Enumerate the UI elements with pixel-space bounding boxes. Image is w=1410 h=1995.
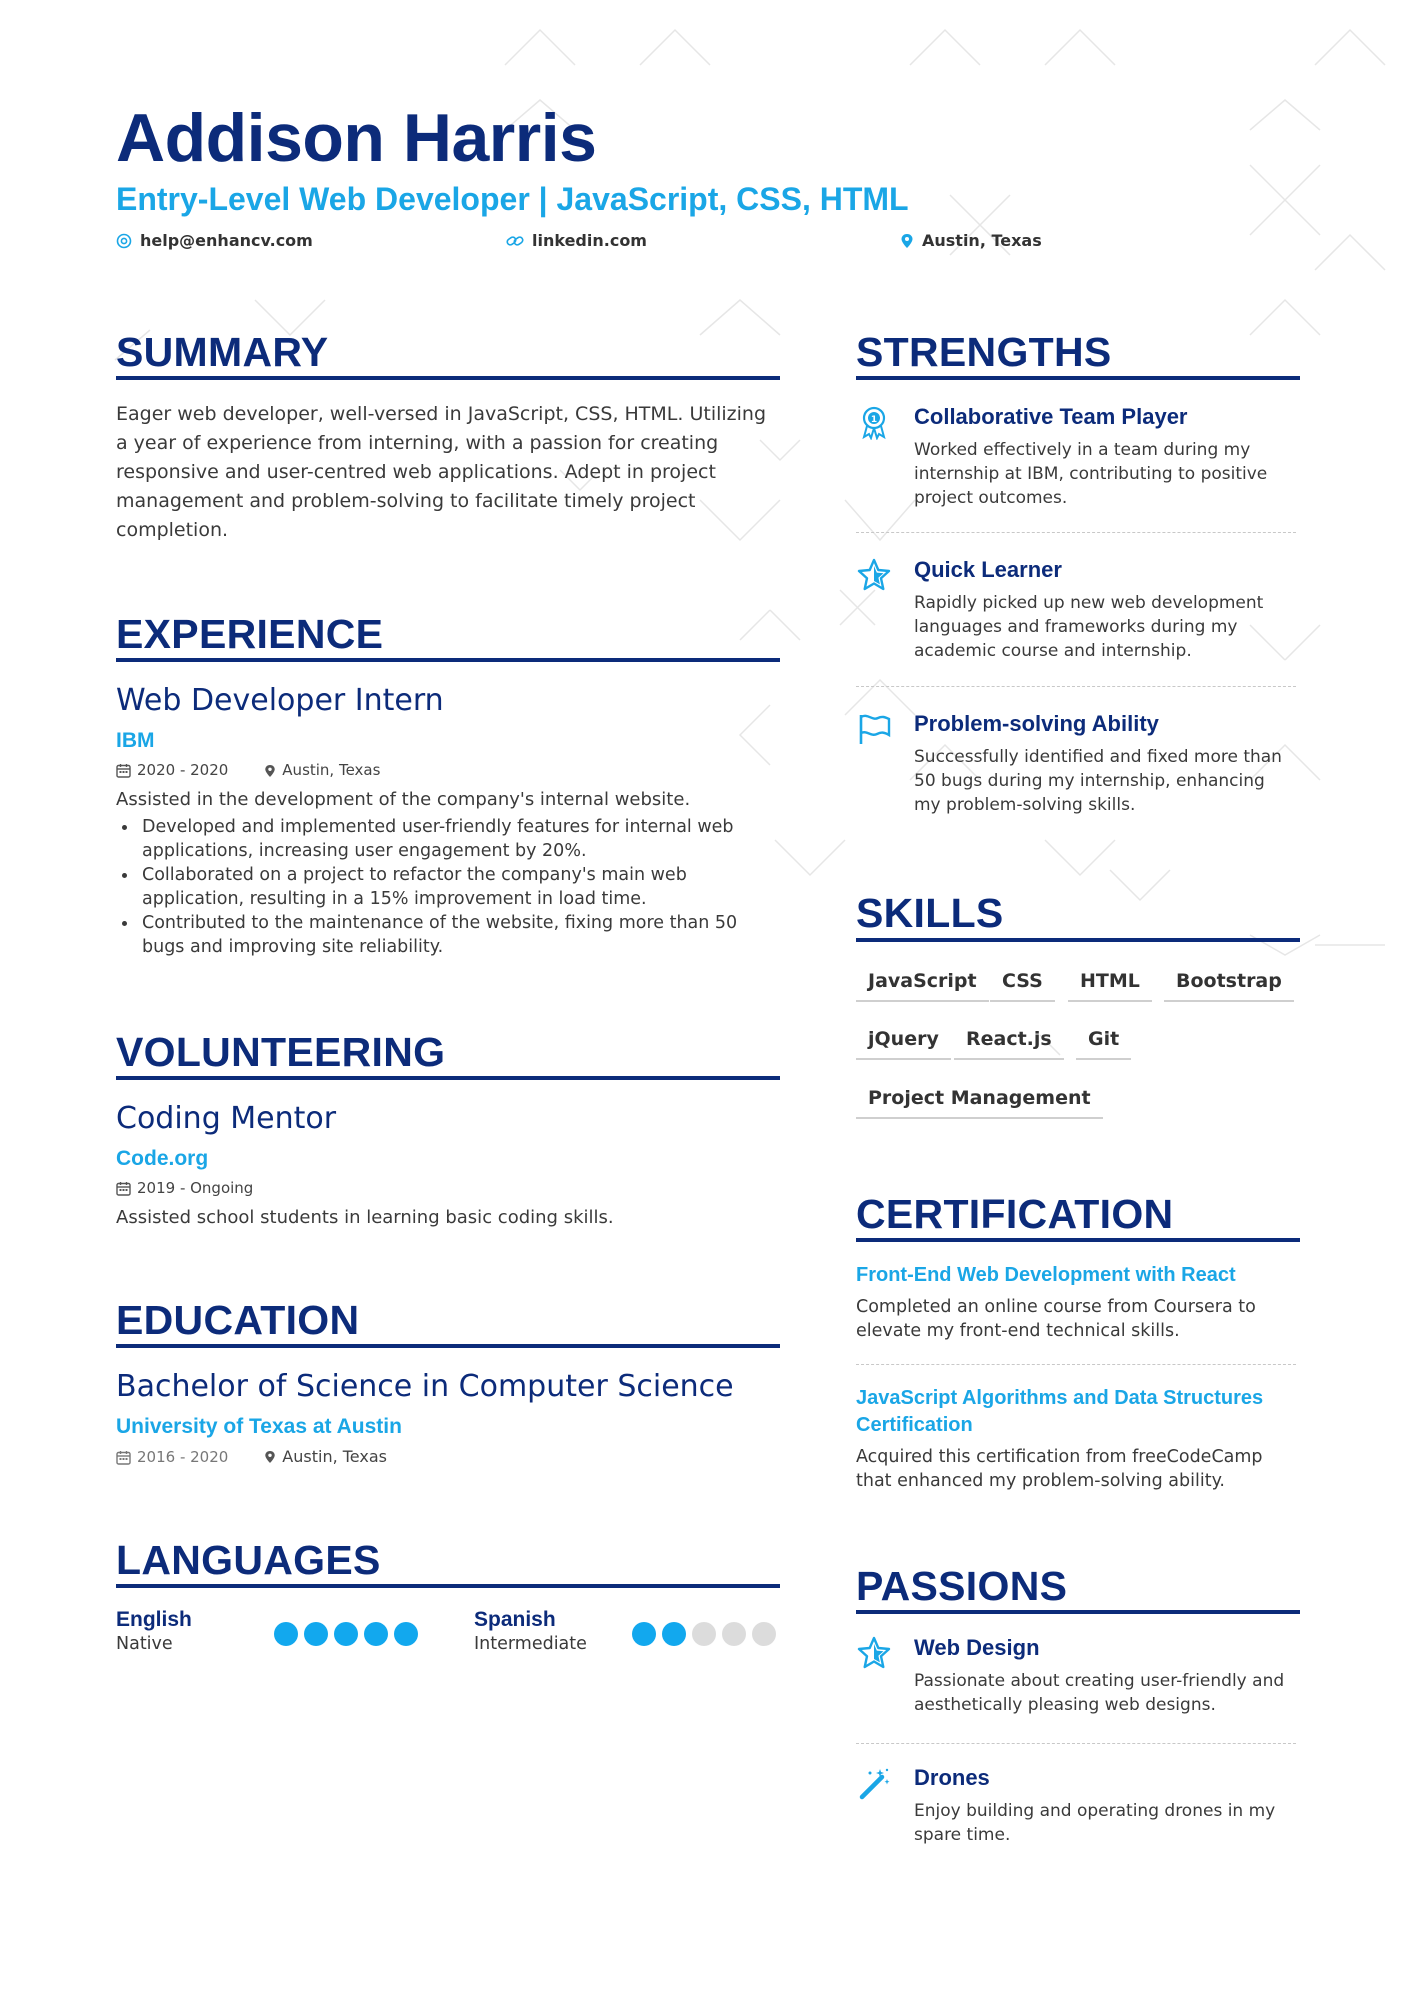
passion-title: Web Design: [914, 1635, 1040, 1660]
experience-description: Assisted in the development of the company's internal website.: [116, 789, 691, 810]
passion-description: Enjoy building and operating drones in my spare time.: [914, 1801, 1276, 1845]
location-pin-icon: [900, 233, 914, 249]
skill-tag: Project Management: [856, 1083, 1103, 1119]
rating-dot-filled: [662, 1622, 686, 1646]
experience-bullets: [116, 815, 780, 959]
language-name: Spanish: [474, 1608, 556, 1631]
certification-rule: [856, 1238, 1300, 1242]
volunteering-meta: [116, 1181, 253, 1196]
skill-tag: HTML: [1068, 966, 1152, 1002]
link-icon: [506, 233, 524, 249]
strengths-heading: STRENGTHS: [856, 329, 1112, 375]
education-heading: EDUCATION: [116, 1297, 360, 1343]
education-school: University of Texas at Austin: [116, 1415, 402, 1438]
skill-tag: Git: [1076, 1024, 1131, 1060]
summary-rule: [116, 376, 780, 380]
divider: [856, 686, 1296, 687]
strength-description: Successfully identified and fixed more than 50 bugs during my internship, enhancing my problem-solving skills.: [914, 747, 1282, 815]
summary-text: Eager web developer, well-versed in JavaScript, CSS, HTML. Utilizing a year of experience from interning, with a passion for creating responsive and user-centred web applications. Adept in project management and problem-solving to facilitate timely project completion.: [116, 403, 767, 541]
divider: [856, 532, 1296, 533]
education-rule: [116, 1344, 780, 1348]
magic-wand-icon: [856, 1765, 892, 1801]
experience-heading: EXPERIENCE: [116, 611, 384, 657]
candidate-name: Addison Harris: [116, 100, 597, 176]
language-level: Intermediate: [474, 1634, 587, 1654]
passion-title: Drones: [914, 1765, 990, 1790]
rating-dot-filled: [632, 1622, 656, 1646]
rating-dot-empty: [722, 1622, 746, 1646]
calendar-icon: [116, 1181, 131, 1196]
strength-description: Worked effectively in a team during my internship at IBM, contributing to positive project outcomes.: [914, 440, 1268, 508]
location-pin-icon: [264, 1450, 276, 1464]
contact-location: [900, 231, 1042, 250]
volunteering-org: Code.org: [116, 1147, 209, 1170]
email-text: help@enhancv.com: [140, 231, 313, 250]
education-meta: [116, 1449, 387, 1465]
certification-title: Front-End Web Development with React: [856, 1264, 1236, 1286]
volunteering-description: Assisted school students in learning basic coding skills.: [116, 1207, 614, 1228]
strength-item: [856, 711, 1296, 821]
rating-dot-filled: [304, 1622, 328, 1646]
language-level: Native: [116, 1634, 173, 1654]
strength-item: [856, 557, 1296, 667]
skill-tag: JavaScript: [856, 966, 989, 1002]
experience-meta: [116, 763, 380, 778]
rating-dot-filled: [334, 1622, 358, 1646]
candidate-tagline: Entry-Level Web Developer | JavaScript, CSS, HTML: [116, 181, 909, 217]
calendar-icon: [116, 1450, 131, 1465]
volunteering-dates: 2019 - Ongoing: [137, 1179, 254, 1197]
languages-heading: LANGUAGES: [116, 1537, 381, 1583]
summary-heading: SUMMARY: [116, 329, 329, 375]
strength-description: Rapidly picked up new web development languages and frameworks during my academic course and internship.: [914, 593, 1264, 661]
language-rating: [274, 1622, 418, 1646]
education-location: Austin, Texas: [282, 1447, 387, 1466]
rating-dot-filled: [274, 1622, 298, 1646]
svg-text:1: 1: [870, 415, 878, 425]
star-icon: [856, 1635, 892, 1671]
experience-rule: [116, 658, 780, 662]
at-sign-icon: [116, 233, 132, 249]
contact-linkedin[interactable]: [506, 231, 647, 250]
skill-tag: React.js: [954, 1024, 1064, 1060]
passions-heading: PASSIONS: [856, 1563, 1068, 1609]
volunteering-role: Coding Mentor: [116, 1101, 337, 1136]
experience-bullet: Developed and implemented user-friendly features for internal web applications, increasing user engagement by 20%.: [116, 815, 780, 863]
experience-location: Austin, Texas: [282, 761, 381, 779]
experience-company: IBM: [116, 729, 155, 752]
rating-dot-filled: [394, 1622, 418, 1646]
certification-description: Completed an online course from Coursera to elevate my front-end technical skills.: [856, 1297, 1256, 1341]
experience-bullet: Contributed to the maintenance of the website, fixing more than 50 bugs and improving site reliability.: [116, 911, 780, 959]
location-text: Austin, Texas: [922, 231, 1042, 250]
linkedin-text: linkedin.com: [532, 231, 647, 250]
passions-rule: [856, 1610, 1300, 1614]
skill-tag: Bootstrap: [1164, 966, 1294, 1002]
strength-title: Problem-solving Ability: [914, 711, 1159, 736]
languages-rule: [116, 1584, 780, 1588]
divider: [856, 1743, 1296, 1744]
location-pin-icon: [264, 764, 276, 778]
volunteering-rule: [116, 1076, 780, 1080]
certification-heading: CERTIFICATION: [856, 1191, 1174, 1237]
passion-item: [856, 1765, 1296, 1865]
strength-title: Collaborative Team Player: [914, 404, 1188, 429]
contact-email[interactable]: [116, 231, 313, 250]
passion-item: [856, 1635, 1296, 1735]
education-dates: 2016 - 2020: [137, 1447, 229, 1466]
experience-dates: 2020 - 2020: [137, 761, 229, 779]
rating-dot-empty: [692, 1622, 716, 1646]
strengths-rule: [856, 376, 1300, 380]
language-rating: [632, 1622, 776, 1646]
divider: [856, 1364, 1296, 1365]
strength-item: [856, 404, 1296, 514]
education-degree: Bachelor of Science in Computer Science: [116, 1369, 734, 1404]
certification-description: Acquired this certification from freeCodeCamp that enhanced my problem-solving ability.: [856, 1447, 1263, 1491]
experience-bullet: Collaborated on a project to refactor the company's main web application, resulting in a 15% improvement in load time.: [116, 863, 780, 911]
passion-description: Passionate about creating user-friendly and aesthetically pleasing web designs.: [914, 1671, 1285, 1715]
flag-icon: [856, 711, 892, 747]
rating-dot-filled: [364, 1622, 388, 1646]
rating-dot-empty: [752, 1622, 776, 1646]
strength-title: Quick Learner: [914, 557, 1062, 582]
skills-heading: SKILLS: [856, 890, 1004, 936]
certification-title: JavaScript Algorithms and Data Structures Certification: [856, 1387, 1264, 1436]
award-ribbon-icon: [856, 404, 892, 440]
experience-role: Web Developer Intern: [116, 683, 444, 718]
volunteering-heading: VOLUNTEERING: [116, 1029, 446, 1075]
calendar-icon: [116, 763, 131, 778]
language-name: English: [116, 1608, 192, 1631]
star-icon: [856, 557, 892, 593]
skill-tag: jQuery: [856, 1024, 951, 1060]
skills-rule: [856, 938, 1300, 942]
skill-tag: CSS: [990, 966, 1055, 1002]
